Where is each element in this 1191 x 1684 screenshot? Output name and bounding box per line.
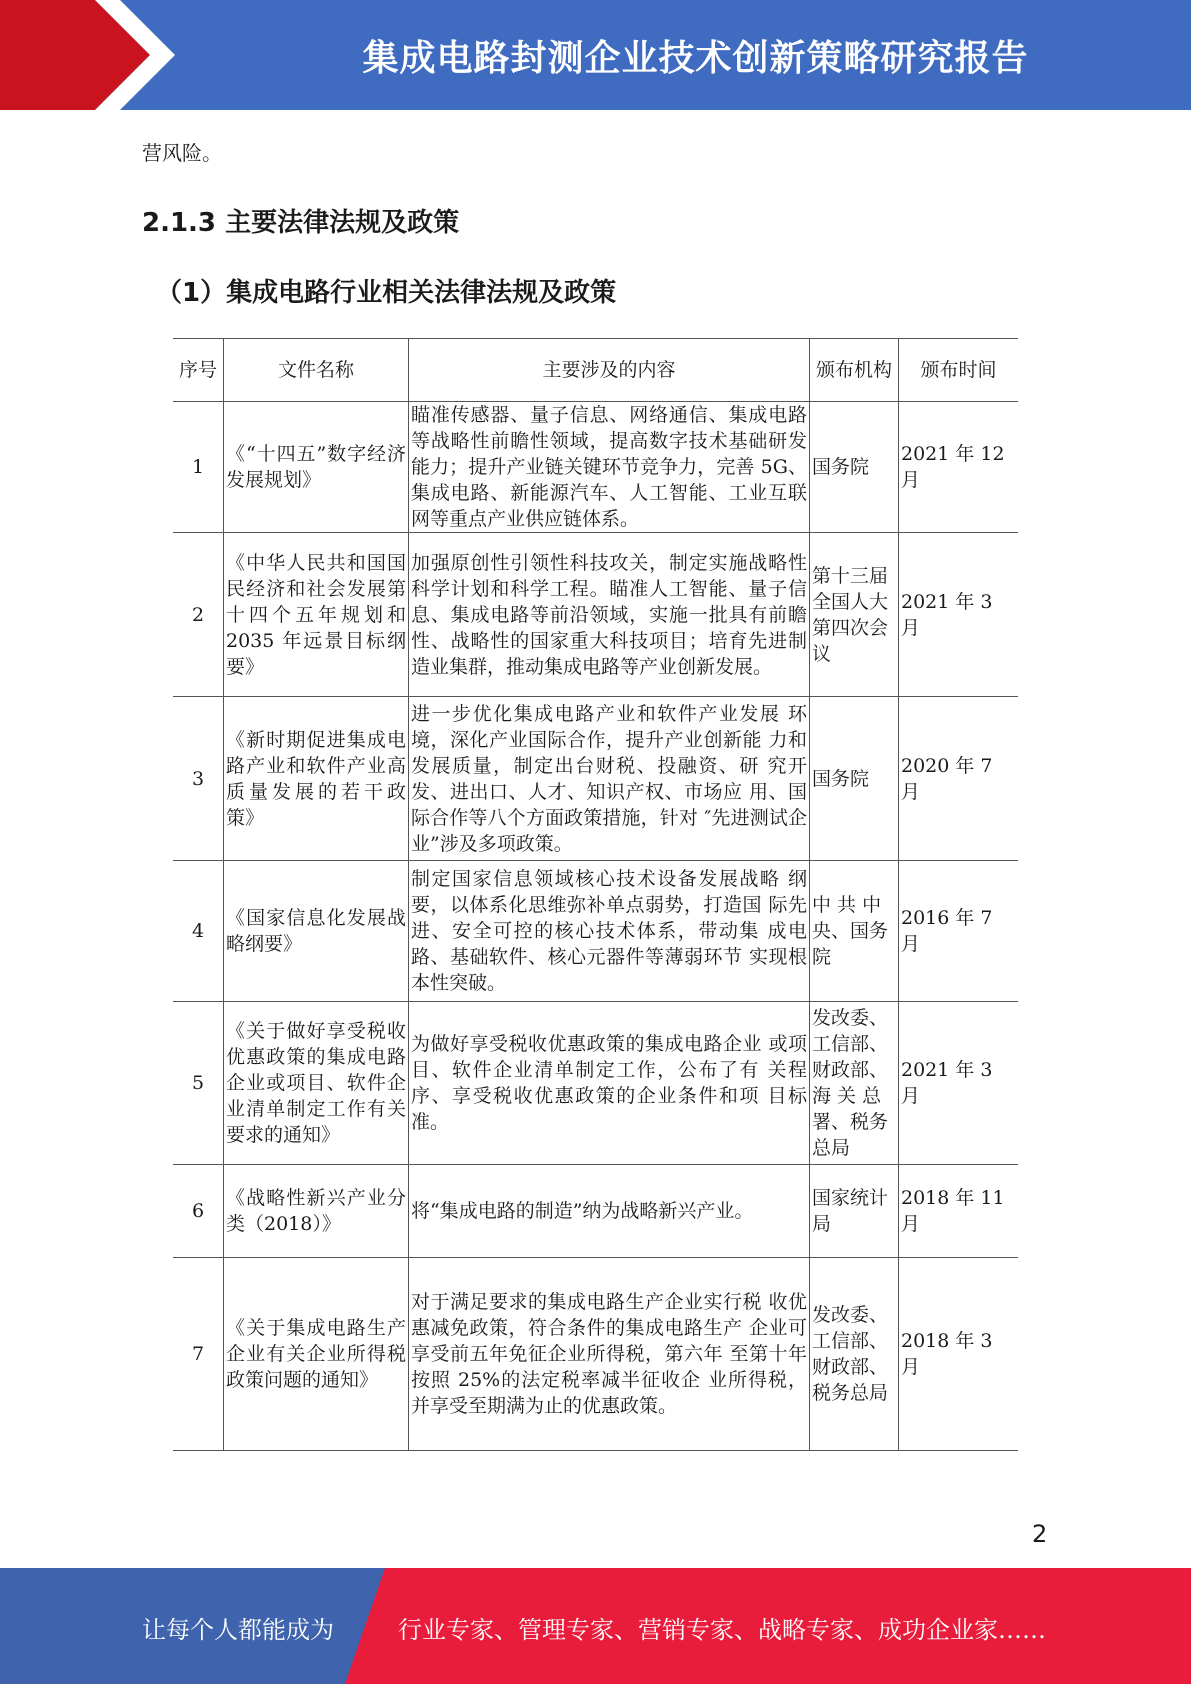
table-row [173,861,1018,1002]
footer-slogan-right: 行业专家、管理专家、营销专家、战略专家、成功企业家…… [398,1616,1046,1644]
row-date: 2018 年 11 月 [899,1165,1019,1258]
row-no: 6 [173,1165,224,1258]
table-row [173,402,1018,533]
row-no: 1 [173,402,224,533]
table-row [173,697,1018,861]
row-org: 第十三届全国人大第四次会议 [810,533,899,697]
row-date: 2018 年 3 月 [899,1258,1019,1451]
row-date: 2016 年 7 月 [899,861,1019,1002]
row-date: 2020 年 7 月 [899,697,1019,861]
lead-text: 营风险。 [142,141,222,165]
header-name: 文件名称 [224,339,409,402]
row-content: 进一步优化集成电路产业和软件产业发展 环境，深化产业国际合作，提升产业创新能 力和发展质量，制定出台财税、投融资、研 究开发、进出口、人才、知识产权、市场应 用、国际合作等八个方面政策措施，针对 ″先进测试企业”涉及多项政策。 [409,697,810,861]
row-org: 国务院 [810,402,899,533]
row-org: 发改委、工信部、财政部、海 关 总署、税务总局 [810,1002,899,1165]
header-content: 主要涉及的内容 [409,339,810,402]
row-name: 《中华人民共和国国民经济和社会发展第十四个五年规划和 2035 年远景目标纲要》 [224,533,409,697]
header-no: 序号 [173,339,224,402]
row-date: 2021 年 3 月 [899,1002,1019,1165]
page-number: 2 [1032,1520,1048,1548]
row-name: 《关于做好享受税收优惠政策的集成电路企业或项目、软件企业清单制定工作有关要求的通知》 [224,1002,409,1165]
row-content: 为做好享受税收优惠政策的集成电路企业 或项目、软件企业清单制定工作，公布了有 关程序、享受税收优惠政策的企业条件和项 目标准。 [409,1002,810,1165]
header-org: 颁布机构 [810,339,899,402]
table-row [173,1165,1018,1258]
footer-slogan-left: 让每个人都能成为 [142,1616,334,1644]
row-name: 《国家信息化发展战略纲要》 [224,861,409,1002]
header-date: 颁布时间 [899,339,1019,402]
section-heading: 2.1.3 主要法律法规及政策 [142,208,460,238]
row-no: 4 [173,861,224,1002]
row-content: 对于满足要求的集成电路生产企业实行税 收优惠减免政策，符合条件的集成电路生产 企业可享受前五年免征企业所得税，第六年 至第十年按照 25%的法定税率减半征收企 业所得税，并享受至期满为止的优惠政策。 [409,1258,810,1451]
row-org: 中 共 中央、国务院 [810,861,899,1002]
row-org: 国家统计局 [810,1165,899,1258]
policy-table [173,338,1018,1451]
row-name: 《新时期促进集成电路产业和软件产业高质量发展的若干政策》 [224,697,409,861]
row-no: 7 [173,1258,224,1451]
header-banner [0,0,1191,110]
row-date: 2021 年 3 月 [899,533,1019,697]
row-content: 将“集成电路的制造”纳为战略新兴产业。 [409,1165,810,1258]
table-row [173,1258,1018,1451]
table-row [173,533,1018,697]
row-content: 制定国家信息领域核心技术设备发展战略 纲要，以体系化思维弥补单点弱势，打造国 际先进、安全可控的核心技术体系，带动集 成电路、基础软件、核心元器件等薄弱环节 实现根本性突破。 [409,861,810,1002]
sub-heading: （1）集成电路行业相关法律法规及政策 [156,278,617,308]
row-no: 3 [173,697,224,861]
row-org: 国务院 [810,697,899,861]
table-row [173,1002,1018,1165]
row-date: 2021 年 12 月 [899,402,1019,533]
row-name: 《战略性新兴产业分类（2018）》 [224,1165,409,1258]
table-header-row [173,339,1018,402]
row-no: 5 [173,1002,224,1165]
row-name: 《关于集成电路生产企业有关企业所得税政策问题的通知》 [224,1258,409,1451]
row-content: 加强原创性引领性科技攻关，制定实施战略性科学计划和科学工程。瞄准人工智能、量子信息、集成电路等前沿领域，实施一批具有前瞻性、战略性的国家重大科技项目；培育先进制造业集群，推动集成电路等产业创新发展。 [409,533,810,697]
row-content: 瞄准传感器、量子信息、网络通信、集成电路等战略性前瞻性领域，提高数字技术基础研发能力；提升产业链关键环节竞争力，完善 5G、集成电路、新能源汽车、人工智能、工业互联网等重点产业供应链体系。 [409,402,810,533]
footer-banner [0,1568,1191,1684]
report-title: 集成电路封测企业技术创新策略研究报告 [362,38,1029,79]
row-name: 《“十四五”数字经济发展规划》 [224,402,409,533]
row-org: 发改委、工信部、财政部、税务总局 [810,1258,899,1451]
row-no: 2 [173,533,224,697]
